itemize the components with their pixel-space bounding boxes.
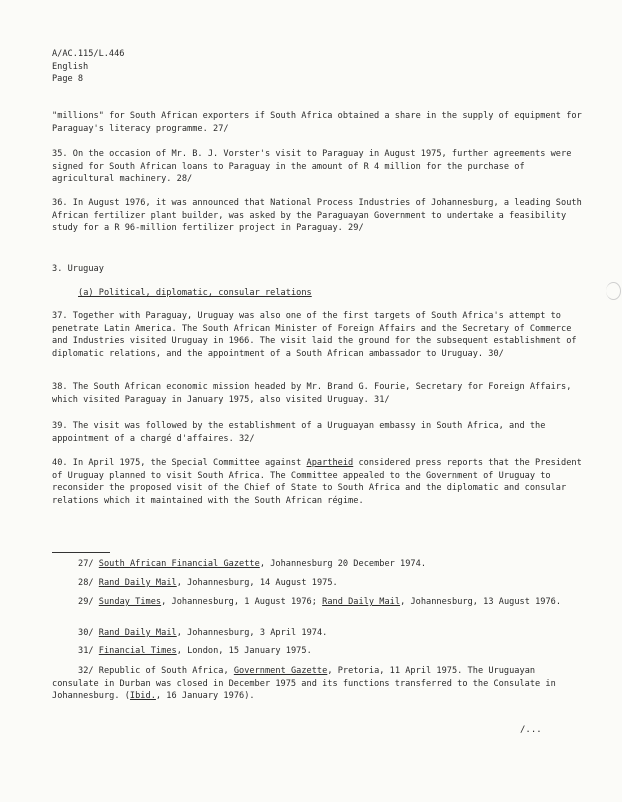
footnote-27 xyxy=(52,558,584,571)
footnote-detail: , London, 15 January 1975. xyxy=(176,646,312,656)
paragraph-continued: "millions" for South African exporters if South Africa obtained a share in the supply of equipment for Paraguay's literacy programme. 27/ xyxy=(52,111,582,134)
footnote-number: 32/ xyxy=(78,666,94,676)
scan-punch-hole xyxy=(606,282,621,300)
document-language: English xyxy=(52,61,89,72)
paragraph-37: 37. Together with Paraguay, Uruguay was also one of the first targets of South Africa's attempt to penetrate Latin America. The South African Minister of Foreign Affairs and the Secretary of Commerce and Industries visited Uruguay in 1966. The visit laid the ground for the subsequent establishment of diplomatic relations, and the appointment of a South African ambassador to Uruguay. 30/ xyxy=(52,311,577,359)
footnote-source: Sunday Times xyxy=(98,597,162,607)
footnote-number: 30/ xyxy=(78,628,94,638)
footnote-detail: , Johannesburg, 1 August 1976; xyxy=(161,597,323,607)
footnote-number: 29/ xyxy=(78,597,94,607)
section-heading: 3. Uruguay xyxy=(52,264,104,274)
footnote-source: South African Financial Gazette xyxy=(98,559,260,569)
footnote-ibid: Ibid. xyxy=(129,691,156,702)
paragraph-39: 39. The visit was followed by the establishment of a Uruguayan embassy in South Africa, and the appointment of a chargé d'affaires. 32/ xyxy=(52,421,546,444)
paragraph-40 xyxy=(52,457,584,507)
footnote-separator xyxy=(52,552,110,553)
footnote-32 xyxy=(52,665,584,703)
document-header xyxy=(52,48,124,86)
footnote-number: 31/ xyxy=(78,646,94,656)
footnote-31 xyxy=(52,645,584,658)
footnote-source: Rand Daily Mail xyxy=(98,628,177,638)
footnote-detail: , Johannesburg, 14 August 1975. xyxy=(176,578,338,588)
footnote-detail: Republic of South Africa, xyxy=(93,666,234,676)
page-number: Page 8 xyxy=(52,74,84,85)
footnote-number: 28/ xyxy=(78,578,94,588)
footnote-number: 27/ xyxy=(78,559,94,569)
paragraph-36: 36. In August 1976, it was announced that National Process Industries of Johannesburg, a leading South African fertilizer plant builder, was asked by the Paraguayan Government to undertake a feasibility study for a R 96-million fertilizer project in Paraguay. 29/ xyxy=(52,198,582,234)
footnote-source: Government Gazette xyxy=(233,666,328,676)
footnote-detail: , Johannesburg 20 December 1974. xyxy=(259,559,427,569)
subsection-line xyxy=(52,287,584,300)
subsection-heading: (a) Political, diplomatic, consular relations xyxy=(78,288,312,298)
paragraph-35: 35. On the occasion of Mr. B. J. Vorster's visit to Paraguay in August 1975, further agreements were signed for South African loans to Paraguay in the amount of R 4 million for the purchase of agricultural machinery. 28/ xyxy=(52,149,572,185)
footnote-detail-2: , Pretoria, 11 April 1975. The Uruguayan consulate in Durban was closed in December 1975 and its functions transferred to the Consulate in Johannesburg. ( xyxy=(52,666,556,702)
continuation-marker: /... xyxy=(520,725,542,735)
apartheid-term: Apartheid xyxy=(306,458,354,468)
document-symbol: A/AC.115/L.446 xyxy=(52,49,125,59)
footnote-source: Financial Times xyxy=(98,646,177,656)
footnote-detail: , Johannesburg, 3 April 1974. xyxy=(176,628,328,638)
footnote-detail-2: , Johannesburg, 13 August 1976. xyxy=(400,597,562,607)
paragraph-40-start: 40. In April 1975, the Special Committee against xyxy=(52,458,307,468)
footnote-detail-3: , 16 January 1976). xyxy=(155,691,255,702)
paragraph-38: 38. The South African economic mission headed by Mr. Brand G. Fourie, Secretary for Foreign Affairs, which visited Paraguay in January 1975, also visited Uruguay. 31/ xyxy=(52,382,572,405)
paragraph-40-end: considered press reports that the President of Uruguay planned to visit South Africa. The Committee appealed to the Government of Uruguay to reconsider the proposed visit of the Chief of State to South Africa and the diplomatic and consular relations which it maintained with the South African régime. xyxy=(52,458,582,506)
footnote-29 xyxy=(52,596,584,609)
footnote-30 xyxy=(52,627,584,640)
footnote-source: Rand Daily Mail xyxy=(98,578,177,588)
footnote-source-2: Rand Daily Mail xyxy=(322,597,401,607)
footnote-28 xyxy=(52,577,584,590)
